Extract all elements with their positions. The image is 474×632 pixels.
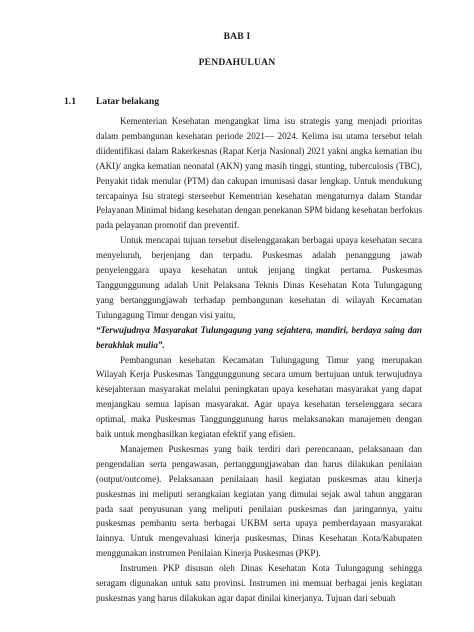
paragraph: Kementerian Kesehatan mengangkat lima isu strategis yang menjadi prioritas dalam pembangunan kesehatan periode 2021— 2024. Kelima isu utama tersebut telah diidentifikasi dalam Rakerkesnas (Rapat Kerja Nasional) 2021 yakni angka kematian ibu (AKI)/ angka kematian neonatal (AKN) yang masih tinggi, stunting, tuberculosis (TBC), Penyakit tidak menular (PTM) dan cakupan imunisasi dasar lengkap. Untuk mendukung tercapainya Isu strategi sterseebut Kementrian kesehatan mengaturnya dalam Standar Pelayanan Minimal bidang kesehatan dengan penekanan SPM bidang kesehatan berfokus pada pelayanan promotif dan preventif.	[96, 116, 422, 231]
section-number: 1.1	[64, 96, 76, 107]
paragraph: Instrumen PKP disusun oleh Dinas Kesehatan Kota Tulungagung sehingga seragam digunakan untuk satu provinsi. Instrumen ini memuat berbagai jenis kegiatan puskesmas yang harus dilakukan agar dapat dinilai kinerjanya. Tujuan dari sebuah	[96, 563, 422, 603]
paragraph: Pembangunan kesehatan Kecamatan Tulungagung Timur yang merupakan Wilayah Kerja Puskesmas Tanggunggunung secara umum bertujuan untuk terwujudnya kesejahteraan masyarakat melalui peningkatan upaya kesehatan masyarakat yang dapat menjangkau semua lapisan masyarakat. Agar upaya kesehatan terselenggara secara optimal, maka Puskesmas Tanggunggunung harus melaksanakan manajemen dengan baik untuk menghasilkan kegiatan efektif yang efisien.	[96, 354, 422, 440]
paragraph: Manajemen Puskesmas yang baik terdiri dari perencanaan, pelaksanaan dan pengendalian serta pengawasan, pertanggungjawaban dan harus dilakukan penilaian (output/outcome). Pelaksanaan penilaiaan hasil kegiatan puskesmas atau kinerja puskesmas ini meliputi serangkaian kegiatan yang dimulai sejak awal tahun anggaran pada saat penyusunan yang meliputi penilaian puskesmas dan jaringannya, yaitu puskesmas pembantu serta berbagai UKBM serta upaya pemberdayaan masyarakat lainnya. Untuk mengevaluasi kinerja puskesmas, Dinas Kesehatan Kota/Kabupaten menggunakan instrumen Penilaian Kinerja Puskesmas (PKP).	[96, 443, 422, 559]
chapter-heading: BAB I	[223, 31, 251, 42]
chapter-title: PENDAHULUAN	[198, 57, 276, 68]
body-text	[96, 114, 422, 606]
paragraph: Untuk mencapai tujuan tersebut diselenggarakan berbagai upaya kesehatan secara menyeluruh, berjenjang dan terpadu. Puskesmas adalah penanggung jawab penyelenggara upaya kesehatan untuk jenjang tingkat pertama. Puskesmas Tanggunggunung adalah Unit Pelaksana Teknis Dinas Kesehatan Kota Tulungagung yang bertanggungjawab terhadap pembangunan kesehatan di wilayah Kecamatan Tulungagung Timur dengan visi yaitu,	[96, 235, 422, 320]
section-title: Latar belakang	[96, 96, 159, 107]
vision-quote: “Terwujudnya Masyarakat Tulungagung yang sejahtera, mandiri, berdaya saing dan berakhlak mulia”.	[96, 324, 422, 350]
